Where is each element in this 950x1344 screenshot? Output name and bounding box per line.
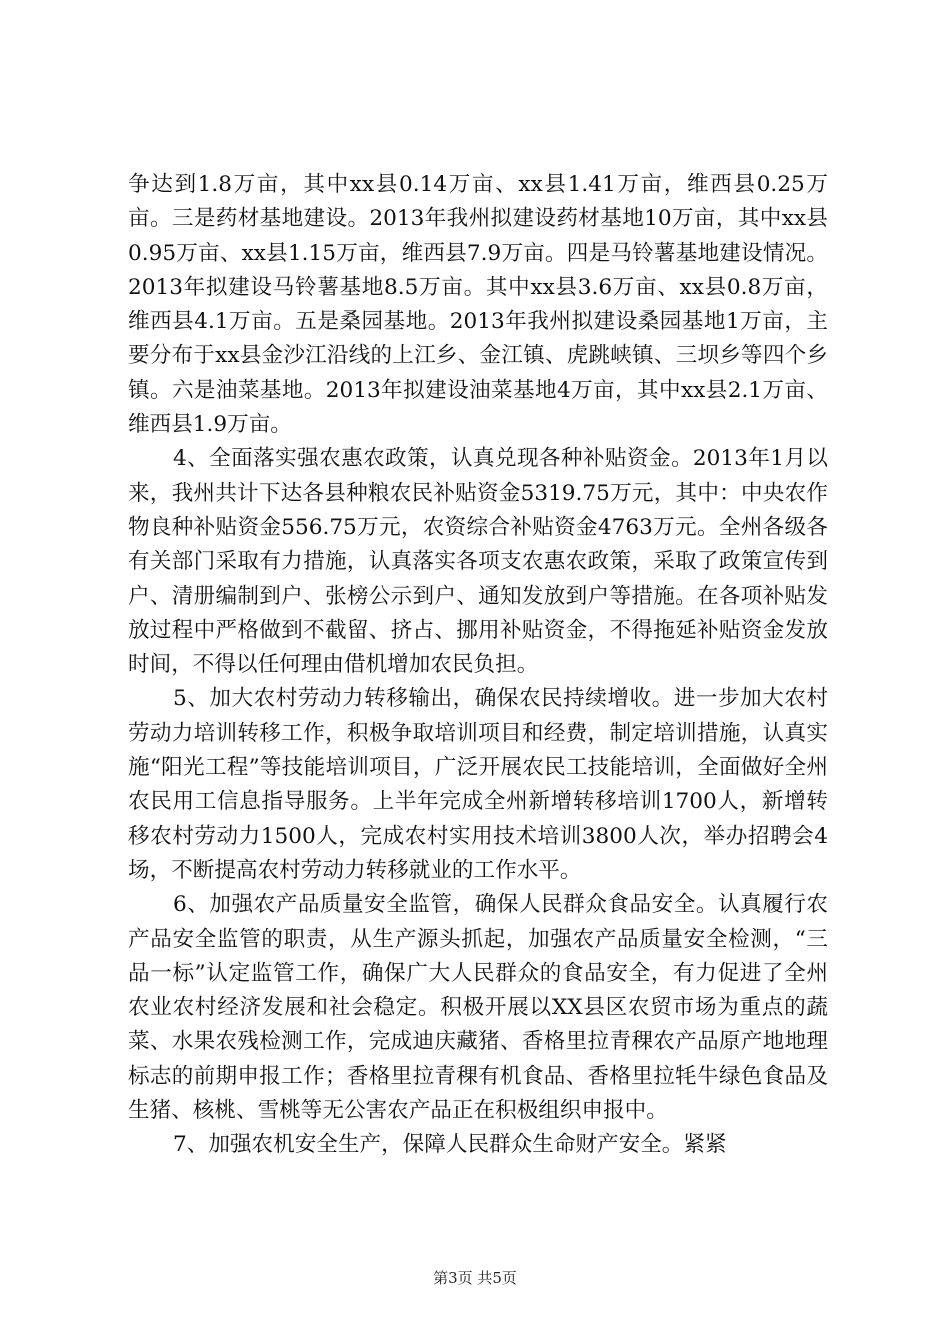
paragraph-3: 5、加大农村劳动力转移输出，确保农民持续增收。进一步加大农村劳动力培训转移工作，积极争取培训项目和经费，制定培训措施，认真实施“阳光工程”等技能培训项目，广泛开展农民工技能培训，全面做好全州农民用工信息指导服务。上半年完成全州新增转移培训1700人，新增转移农村劳动力1500人，完成农村实用技术培训3800人次，举办招聘会4场，不断提高农村劳动力转移就业的工作水平。 — [128, 686, 828, 883]
paragraph-5: 7、加强农机安全生产，保障人民群众生命财产安全。紧紧 — [173, 1132, 727, 1158]
paragraph-1: 争达到1.8万亩，其中xx县0.14万亩、xx县1.41万亩，维西县0.25万亩。三是药材基地建设。2013年我州拟建设药材基地10万亩，其中xx县0.95万亩、xx县1.15万亩，维西县7.9万亩。四是马铃薯基地建设情况。2013年拟建设马铃薯基地8.5万亩。其中xx县3.6万亩、xx县0.8万亩，维西县4.1万亩。五是桑园基地。2013年我州拟建设桑园基地1万亩，主要分布于xx县金沙江沿线的上江乡、金江镇、虎跳峡镇、三坝乡等四个乡镇。六是油菜基地。2013年拟建设油菜基地4万亩，其中xx县2.1万亩、维西县1.9万亩。 — [128, 172, 828, 438]
document-body — [128, 168, 828, 1163]
page-footer: 第3页 共5页 — [433, 1269, 517, 1287]
paragraph-4: 6、加强农产品质量安全监管，确保人民群众食品安全。认真履行农产品安全监管的职责，从生产源头抓起，加强农产品质量安全检测，“三品一标”认定监管工作，确保广大人民群众的食品安全，有力促进了全州农业农村经济发展和社会稳定。积极开展以XX县区农贸市场为重点的蔬菜、水果农残检测工作，完成迪庆藏猪、香格里拉青稞农产品原产地地理标志的前期申报工作；香格里拉青稞有机食品、香格里拉牦牛绿色食品及生猪、核桃、雪桃等无公害农产品正在积极组织申报中。 — [128, 892, 828, 1124]
paragraph-2: 4、全面落实强农惠农政策，认真兑现各种补贴资金。2013年1月以来，我州共计下达各县种粮农民补贴资金5319.75万元，其中：中央农作物良种补贴资金556.75万元，农资综合补贴资金4763万元。全州各级各有关部门采取有力措施，认真落实各项支农惠农政策，采取了政策宣传到户、清册编制到户、张榜公示到户、通知发放到户等措施。在各项补贴发放过程中严格做到不截留、挤占、挪用补贴资金，不得拖延补贴资金发放时间，不得以任何理由借机增加农民负担。 — [128, 446, 828, 678]
